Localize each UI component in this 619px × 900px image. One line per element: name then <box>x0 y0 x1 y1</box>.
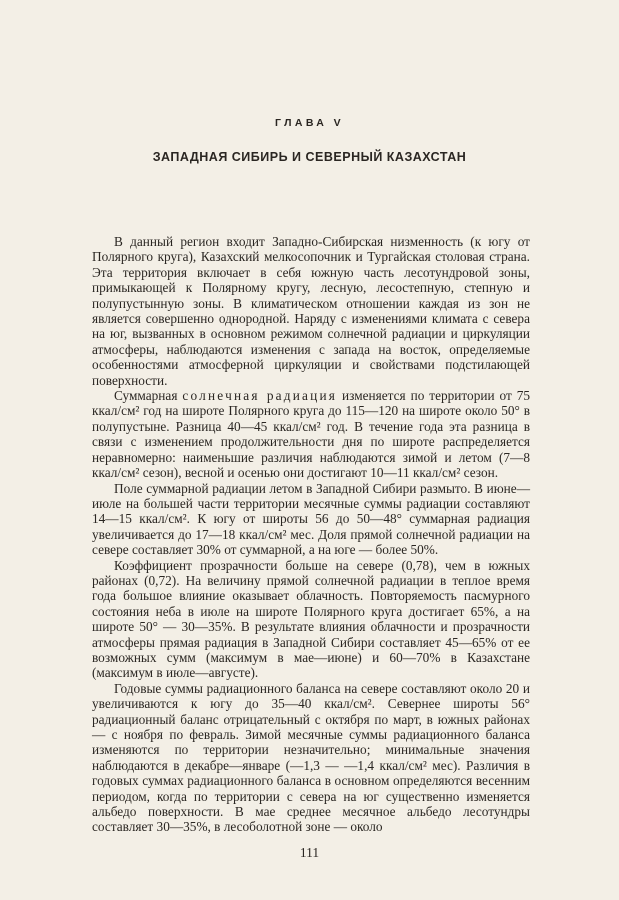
paragraph-summer-field: Поле суммарной радиации летом в Западной Сибири размыто. В июне—июле на большей части территории месячные суммы радиации составляют 14—15 ккал/см². К югу от широты 56 до 50—48° суммарная радиация увеличивается до 17—18 ккал/см² мес. Доля прямой солнечной радиации на севере составляет 30% от суммарной, а на юге — более 50%. <box>92 480 530 558</box>
body-text <box>92 234 530 835</box>
paragraph-total-radiation <box>92 388 530 480</box>
chapter-title: ЗАПАДНАЯ СИБИРЬ И СЕВЕРНЫЙ КАЗАХСТАН <box>152 150 467 164</box>
paragraph-intro: В данный регион входит Западно-Сибирская низменность (к югу от Полярного круга), Казахский мелкосопочник и Тургайская столовая страна. Эта территория включает в себя южную часть лесотундровой зоны, примыкающей к Полярному кругу, лесную, лесостепную, степную и полупустынную зоны. В климатическом отношении каждая из зон не является совершенно однородной. Наряду с изменениями климата с севера на юг, вызванных в основном режимом солнечной радиации и циркуляции атмосферы, наблюдаются изменения с запада на восток, определяемые особенностями атмосферной циркуляции и свойствами подстилающей поверхности. <box>92 234 530 388</box>
term-summary: Суммарная <box>114 388 178 404</box>
term-solar-radiation: солнечная радиация <box>182 388 338 404</box>
page-number: 111 <box>299 845 320 860</box>
paragraph-total-radiation-text: изменяется по территории от 75 ккал/см² год на широте Полярного круга до 115—120 на широте около 50° в полупустыне. Разница 40—45 ккал/см² год. В течение года эта разница в связи с изменением продолжительности дня по широте распределяется неравномерно: наименьшие различия наблюдаются зимой и летом (7—8 ккал/см² сезон), весной и осенью они достигают 10—11 ккал/см² сезон. <box>92 388 531 481</box>
paragraph-transparency: Коэффициент прозрачности больше на севере (0,78), чем в южных районах (0,72). На величину прямой солнечной радиации в теплое время года большое влияние оказывает облачность. Повторяемость пасмурного состояния неба в июле на широте Полярного круга достигает 65%, а на широте 50° — 30—35%. В результате влияния облачности и прозрачности атмосферы прямая радиация в Западной Сибири составляет 45—65% от ее возможных сумм (максимум в мае—июне) и 60—70% в Казахстане (максимум в июле—августе). <box>92 557 530 681</box>
paragraph-radiation-balance: Годовые суммы радиационного баланса на севере составляют около 20 и увеличиваются к югу до 35—40 ккал/см². Севернее широты 56° радиационный баланс отрицательный с октября по март, в южных районах — с ноября по февраль. Зимой месячные суммы радиационного баланса изменяются по территории незначительно; минимальные значения наблюдаются в декабре—январе (—1,3 — —1,4 ккал/см² мес). Различия в годовых суммах радиационного баланса в основном определяются весенним периодом, когда по территории с севера на юг существенно изменяется альбедо поверхности. В мае среднее месячное альбедо лесотундры составляет 30—35%, в лесоболотной зоне — около <box>92 680 530 835</box>
chapter-label: ГЛАВА V <box>274 117 344 129</box>
